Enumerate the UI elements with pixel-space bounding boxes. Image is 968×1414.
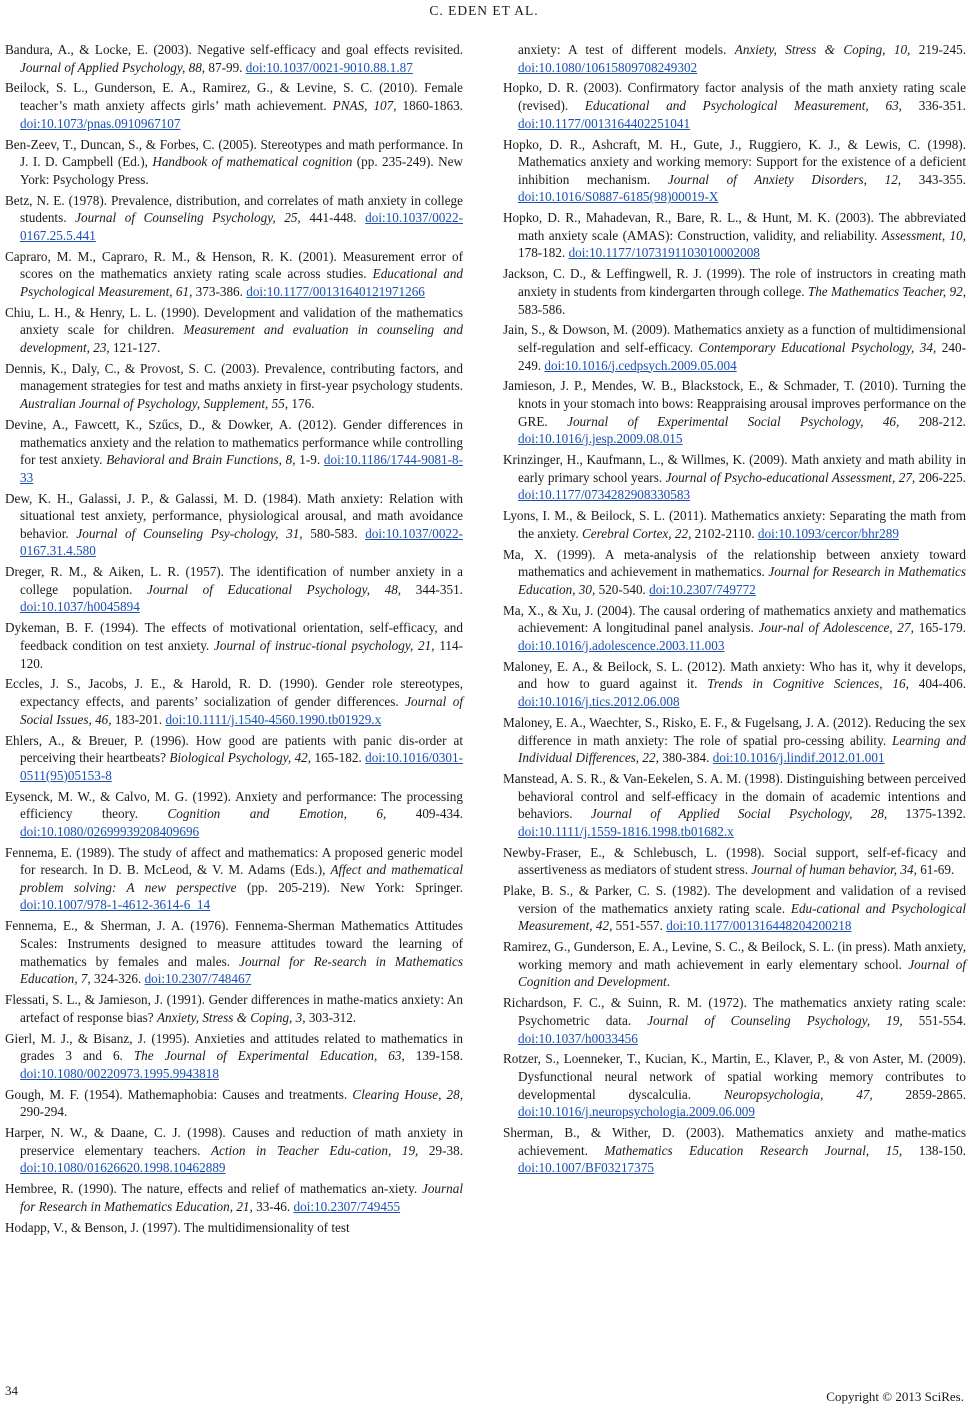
doi-link[interactable]: doi:10.1177/001316448204200218 [666, 918, 852, 934]
reference-source: Journal of Counseling Psychology, 25, [75, 210, 301, 226]
reference-text: Gierl, M. J., & Bisanz, J. (1995). Anxieties and attitudes related to mathematics in grades 3 and 6. [5, 1030, 463, 1064]
doi-link[interactable]: doi:10.1016/j.adolescence.2003.11.003 [518, 637, 725, 653]
reference-entry [503, 714, 966, 767]
reference-source: Journal for Research in Mathematics Education, 21, [20, 1181, 463, 1214]
reference-entry [5, 1180, 463, 1215]
reference-text: Hopko, D. R. (2003). Confirmatory factor analysis of the math anxiety rating scale (revised). [503, 80, 966, 114]
reference-pages: 343-355. [901, 171, 966, 187]
reference-entry [5, 490, 463, 560]
reference-text: Dennis, K., Daly, C., & Provost, S. C. (2003). Prevalence, contributing factors, and management strategies for test and maths anxiety in first-year psychology students. [5, 360, 463, 394]
reference-source: Journal of human behavior, 34, [751, 862, 917, 878]
reference-text: Newby-Fraser, E., & Schlebusch, L. (1998). Social support, self-ef-ficacy and assertiveness as mediators of student stress. [503, 844, 966, 878]
reference-text: Dreger, R. M., & Aiken, L. R. (1957). The identification of number anxiety in a college population. [5, 564, 463, 597]
reference-source: Jour-nal of Adolescence, 27, [758, 620, 914, 636]
reference-source: Journal of Counseling Psy-chology, 31, [76, 525, 303, 541]
reference-entry [5, 136, 463, 189]
reference-source: Journal of Experimental Social Psychology, 46, [567, 413, 900, 429]
reference-entry [5, 41, 463, 76]
reference-pages: 1860-1863. [396, 98, 463, 114]
reference-pages: 373-386. [192, 283, 247, 299]
reference-text: Eccles, J. S., Jacobs, J. E., & Harold, R. D. (1990). Gender role stereotypes, expectancy effects, and parents’ socialization of gender differences. [5, 676, 463, 710]
reference-source: Journal for Research in Mathematics Education, 30, [518, 564, 966, 597]
reference-pages: 1375-1392. [887, 806, 966, 822]
reference-source: Journal of Cognition and Development [518, 956, 966, 990]
doi-link[interactable]: doi:10.1093/cercor/bhr289 [757, 525, 899, 541]
doi-link[interactable]: doi:10.1016/j.cedpsych.2009.05.004 [544, 357, 737, 373]
reference-entry [5, 619, 463, 672]
reference-pages: 303-312. [305, 1009, 357, 1025]
reference-entry [503, 844, 966, 879]
reference-entry [5, 416, 463, 486]
reference-text: Ma, X. (1999). A meta-analysis of the relationship between anxiety toward mathematics and achievement in mathematics. [503, 546, 966, 580]
reference-pages: 344-351. [401, 581, 463, 597]
reference-entry [503, 770, 966, 840]
reference-text: Ma, X., & Xu, J. (2004). The causal ordering of mathematics anxiety and mathematics achievement: A longitudinal panel analysis. [503, 602, 966, 636]
reference-pages: 520-540. [595, 581, 650, 597]
reference-source: Measurement and evaluation in counseling and development, 23, [20, 322, 463, 355]
doi-link[interactable]: doi:10.1037/0022-0167.25.5.441 [20, 210, 463, 243]
reference-source: Journal of instruc-tional psychology, 21, [214, 637, 435, 653]
reference-source: Anxiety, Stress & Coping, 10, [734, 42, 911, 57]
doi-link[interactable]: doi:10.1080/10615809708249302 [518, 59, 698, 75]
reference-pages: 290-294. [20, 1104, 68, 1120]
reference-entry [503, 602, 966, 655]
reference-pages: 208-212. [899, 413, 966, 429]
reference-source: Action in Teacher Edu-cation, 19, [210, 1142, 419, 1158]
reference-entry [503, 546, 966, 599]
reference-text: Eysenck, M. W., & Calvo, M. G. (1992). Anxiety and performance: The processing efficiency theory. [5, 788, 463, 822]
reference-entry [5, 563, 463, 616]
page-number: 34 [5, 1383, 18, 1398]
doi-link[interactable]: doi:10.1111/j.1559-1816.1998.tb01682.x [518, 823, 734, 839]
reference-entry [5, 675, 463, 728]
reference-pages: . [666, 974, 670, 990]
reference-pages: 336-351. [901, 98, 966, 114]
reference-entry [5, 304, 463, 357]
reference-text: Hopko, D. R., Ashcraft, M. H., Gute, J., Ruggiero, K. J., & Lewis, C. (1998). Mathematics anxiety and working memory: Support for the existence of a deficient inhibition mechanism. [503, 136, 966, 187]
doi-link[interactable]: doi:10.1007/978-1-4612-3614-6_14 [20, 897, 211, 913]
reference-entry [503, 994, 966, 1047]
reference-source: The Journal of Experimental Education, 63, [133, 1048, 405, 1064]
running-header: C. EDEN ET AL. [429, 3, 539, 18]
reference-text: Manstead, A. S. R., & Van-Eekelen, S. A. M. (1998). Distinguishing between perceived behavioral control and self-efficacy in the domain of academic intentions and behaviors. [503, 771, 966, 822]
reference-source: Journal of Applied Social Psychology, 28, [590, 806, 888, 822]
reference-text: Rotzer, S., Loenneker, T., Kucian, K., Martin, E., Klaver, P., & von Aster, M. (2009). Dysfunctional neural network of spatial working memory contributes to developmental dyscalculia. [503, 1051, 966, 1102]
doi-link[interactable]: doi:10.1177/1073191103010002008 [568, 245, 760, 261]
reference-source: Biological Psychology, 42, [169, 750, 312, 766]
doi-link[interactable]: doi:10.1016/j.neuropsychologia.2009.06.009 [518, 1104, 755, 1120]
doi-link[interactable]: doi:10.1080/01626620.1998.10462889 [20, 1160, 226, 1176]
reference-source: Assessment, 10, [881, 227, 966, 243]
reference-pages: 165-182. [311, 750, 366, 766]
reference-source: Journal of Anxiety Disorders, 12, [667, 171, 902, 187]
reference-entry [503, 658, 966, 711]
doi-link[interactable]: doi:10.1080/02699939208409696 [20, 823, 200, 839]
reference-source: Cerebral Cortex, 22, [581, 525, 692, 541]
reference-column-right [503, 41, 966, 1180]
reference-source: Journal of Psycho-educational Assessment, 27, [665, 469, 916, 485]
doi-link[interactable]: doi:10.1037/h0045894 [20, 599, 140, 615]
reference-entry [5, 1086, 463, 1121]
reference-entry [503, 377, 966, 447]
reference-source: Anxiety, Stress & Coping, 3, [156, 1009, 306, 1025]
reference-entry [503, 451, 966, 504]
reference-pages: 114-120. [20, 637, 463, 671]
reference-text: Dykeman, B. F. (1994). The effects of motivational orientation, self-efficacy, and feedback condition on test anxiety. [5, 620, 463, 653]
reference-entry [5, 1219, 463, 1237]
reference-source: Mathematics Education Research Journal, 15, [604, 1142, 903, 1158]
reference-text: Sherman, B., & Wither, D. (2003). Mathematics anxiety and mathe-matics achievement. [503, 1125, 966, 1158]
reference-entry [503, 507, 966, 542]
reference-pages: 240-249. [518, 339, 966, 373]
reference-entry [503, 1050, 966, 1120]
reference-text: Ehlers, A., & Breuer, P. (1996). How good are patients with panic dis-order at perceiving their heartbeats? [5, 732, 463, 766]
reference-source: Trends in Cognitive Sciences, 16, [707, 676, 909, 692]
reference-text: Plake, B. S., & Parker, C. S. (1982). The development and validation of a revised version of the mathematics anxiety rating scale. [503, 883, 966, 916]
reference-source: Journal of Social Issues, 46, [20, 694, 463, 727]
reference-pages: 121-127. [109, 339, 161, 355]
copyright-notice: Copyright © 2013 SciRes. [826, 1389, 964, 1404]
reference-pages: (pp. 235-249). New York: Psychology Press. [20, 154, 463, 187]
doi-link[interactable]: doi:10.1016/S0887-6185(98)00019-X [518, 189, 719, 205]
reference-text: Krinzinger, H., Kaufmann, L., & Willmes, K. (2009). Math anxiety and math ability in early primary school years. [503, 452, 966, 485]
reference-source: Journal of Educational Psychology, 48, [147, 581, 402, 597]
reference-text: Hopko, D. R., Mahadevan, R., Bare, R. L., & Hunt, M. K. (2003). The abbreviated math anxiety scale (AMAS): Construction, validity, and reliability. [503, 210, 966, 243]
reference-text: Hodapp, V., & Benson, J. (1997). The multidimensionality of test [5, 1219, 350, 1235]
doi-link[interactable]: doi:10.1073/pnas.0910967107 [20, 115, 181, 131]
reference-pages: 29-38. [418, 1142, 463, 1158]
reference-source: Journal for Re-search in Mathematics Education, 7, [20, 953, 464, 987]
reference-text: Lyons, I. M., & Beilock, S. L. (2011). Mathematics anxiety: Separating the math from the anxiety. [503, 508, 966, 541]
reference-text: anxiety: A test of different models. [518, 42, 735, 57]
reference-pages: 551-557. [612, 918, 667, 934]
reference-source: Edu-cational and Psychological Measurement, 42, [518, 900, 966, 934]
doi-link[interactable]: doi:10.1177/0013164402251041 [518, 115, 691, 131]
reference-entry [503, 79, 966, 132]
reference-pages: 139-158. [404, 1048, 463, 1064]
doi-link[interactable]: doi:10.2307/749455 [293, 1198, 401, 1214]
reference-pages: 183-201. [111, 711, 166, 727]
reference-source: Affect and mathematical problem solving: A new perspective [20, 862, 463, 895]
reference-source: Educational and Psychological Measurement, 63, [584, 98, 902, 114]
reference-text: Ben-Zeev, T., Duncan, S., & Forbes, C. (2005). Stereotypes and math performance. In J. I. D. Campbell (Ed.), [5, 136, 463, 170]
reference-text: Devine, A., Fawcett, K., Szűcs, D., & Dowker, A. (2012). Gender differences in mathematics anxiety and the relation to mathematics performance while controlling for test anxiety. [5, 416, 463, 468]
reference-entry [503, 265, 966, 318]
doi-link[interactable]: doi:10.1186/1744-9081-8-33 [20, 452, 463, 485]
reference-source: Neuropsychologia, 47, [723, 1086, 873, 1102]
reference-pages: 87-99. [205, 59, 246, 75]
doi-link[interactable]: doi:10.1016/j.lindif.2012.01.001 [712, 750, 885, 766]
reference-pages: (pp. 205-219). New York: Springer. [236, 879, 463, 895]
reference-entry [503, 41, 966, 76]
reference-pages: 138-150. [902, 1142, 966, 1158]
reference-text: Maloney, E. A., Waechter, S., Risko, E. F., & Fugelsang, J. A. (2012). Reducing the sex difference in math anxiety: The role of spatial pro-cessing ability. [503, 714, 966, 748]
doi-link[interactable]: doi:10.1080/00220973.1995.9943818 [20, 1065, 219, 1081]
reference-entry [5, 1124, 463, 1177]
reference-entry [5, 844, 463, 914]
reference-pages: 178-182. [518, 245, 569, 261]
reference-text: Dew, K. H., Galassi, J. P., & Galassi, M. D. (1984). Math anxiety: Relation with situational test anxiety, performance, physiological arousal, and math avoidance behavior. [5, 490, 463, 541]
reference-text: Jamieson, J. P., Mendes, W. B., Blackstock, E., & Schmader, T. (2010). Turning the knots in your stomach into bows: Reappraising arousal improves performance on the GRE. [503, 378, 966, 429]
doi-link[interactable]: doi:10.1016/j.jesp.2009.08.015 [518, 431, 683, 447]
reference-entry [5, 248, 463, 301]
reference-source: Clearing House, 28, [352, 1086, 463, 1102]
reference-entry [503, 136, 966, 206]
reference-pages: 580-583. [302, 525, 366, 541]
reference-entry [5, 192, 463, 245]
reference-source: Contemporary Educational Psychology, 34, [698, 339, 937, 355]
reference-source: Educational and Psychological Measurement, 61, [20, 266, 464, 299]
doi-link[interactable]: doi:10.1177/00131640121971266 [246, 283, 425, 299]
reference-source: Journal of Counseling Psychology, 19, [647, 1012, 903, 1028]
reference-pages: 1-9. [295, 452, 324, 468]
reference-entry [503, 1124, 966, 1177]
reference-text: Jackson, C. D., & Leffingwell, R. J. (1999). The role of instructors in creating math anxiety in students from kindergarten through college. [503, 266, 966, 299]
reference-pages: 165-179. [913, 620, 966, 636]
reference-text: Fennema, E., & Sherman, J. A. (1976). Fennema-Sherman Mathematics Attitudes Scales: Instruments designed to measure attitudes toward the learning of mathematics by females and males. [5, 918, 463, 969]
doi-link[interactable]: doi:10.2307/748467 [144, 971, 252, 987]
doi-link[interactable]: doi:10.1037/0022-0167.31.4.580 [20, 525, 463, 559]
reference-entry [503, 209, 966, 262]
reference-text: Capraro, M. M., Capraro, R. M., & Henson, R. K. (2001). Measurement error of scores on the mathematics anxiety rating scale across studies. [5, 248, 463, 282]
reference-pages: 2102-2110. [691, 525, 758, 541]
doi-link[interactable]: doi:10.1016/0301-0511(95)05153-8 [20, 750, 463, 783]
reference-text: Flessati, S. L., & Jamieson, J. (1991). Gender differences in mathe-matics anxiety: An artefact of response bias? [5, 992, 463, 1025]
reference-text: Richardson, F. C., & Suinn, R. M. (1972). The mathematics anxiety rating scale: Psychometric data. [503, 995, 966, 1028]
reference-source: PNAS, 107, [332, 98, 397, 114]
reference-text: Hembree, R. (1990). The nature, effects and relief of mathematics an-xiety. [5, 1181, 422, 1197]
reference-pages: 380-384. [658, 750, 713, 766]
reference-pages: 441-448. [300, 210, 366, 226]
reference-pages: 219-245. [910, 42, 966, 57]
reference-text: Ramirez, G., Gunderson, E. A., Levine, S. C., & Beilock, S. L. (in press). Math anxiety, working memory and math achievement in early elementary school. [503, 939, 966, 972]
reference-entry [5, 917, 463, 987]
reference-text: Gough, M. F. (1954). Mathemaphobia: Causes and treatments. [5, 1086, 353, 1102]
reference-pages: 551-554. [902, 1012, 966, 1028]
reference-entry [5, 79, 463, 132]
reference-source: Handbook of mathematical cognition [152, 154, 353, 170]
doi-link[interactable]: doi:10.1111/j.1540-4560.1990.tb01929.x [165, 711, 382, 727]
reference-entry [5, 1030, 463, 1083]
reference-source: Learning and Individual Differences, 22, [518, 732, 966, 766]
doi-link[interactable]: doi:10.1016/j.tics.2012.06.008 [518, 694, 680, 710]
reference-text: Beilock, S. L., Gunderson, E. A., Ramirez, G., & Levine, S. C. (2010). Female teacher’s math anxiety affects girls’ math achievement. [5, 80, 463, 114]
reference-pages: 33-46. [252, 1198, 294, 1214]
reference-pages: 206-225. [915, 469, 966, 485]
reference-entry [503, 882, 966, 935]
doi-link[interactable]: doi:10.1007/BF03217375 [518, 1160, 654, 1176]
reference-source: The Mathematics Teacher, 92, [807, 283, 966, 299]
reference-pages: 409-434. [386, 806, 463, 822]
reference-text: Jain, S., & Dowson, M. (2009). Mathematics anxiety as a function of multidimensional self-regulation and self-efficacy. [503, 322, 966, 355]
reference-source: Behavioral and Brain Functions, 8, [106, 452, 296, 468]
doi-link[interactable]: doi:10.1037/h0033456 [518, 1030, 638, 1046]
reference-pages: 176. [288, 396, 315, 412]
reference-column-left [5, 41, 463, 1240]
reference-entry [503, 321, 966, 374]
reference-source: Journal of Applied Psychology, 88, [20, 59, 206, 75]
doi-link[interactable]: doi:10.2307/749772 [649, 581, 756, 597]
reference-pages: 324-326. [90, 971, 145, 987]
doi-link[interactable]: doi:10.1037/0021-9010.88.1.87 [245, 59, 413, 75]
reference-source: Cognition and Emotion, 6, [167, 806, 387, 822]
reference-pages: 404-406. [908, 676, 966, 692]
reference-pages: 61-69. [916, 862, 955, 878]
reference-entry [5, 788, 463, 841]
reference-source: Australian Journal of Psychology, Supplement, 55, [20, 396, 289, 412]
reference-pages: 583-586. [518, 301, 566, 317]
reference-text: Betz, N. E. (1978). Prevalence, distribution, and correlates of math anxiety in college students. [5, 192, 463, 226]
reference-pages: 2859-2865. [872, 1086, 966, 1102]
reference-entry [5, 360, 463, 413]
reference-text: Fennema, E. (1989). The study of affect and mathematics: A proposed generic model for research. In D. B. McLeod, & V. M. Adams (Eds.), [5, 844, 463, 878]
reference-entry [5, 732, 463, 785]
reference-text: Maloney, E. A., & Beilock, S. L. (2012). Math anxiety: Who has it, why it develops, and how to guard against it. [503, 658, 966, 692]
reference-entry [5, 991, 463, 1026]
doi-link[interactable]: doi:10.1177/0734282908330583 [518, 487, 691, 503]
reference-entry [503, 938, 966, 991]
reference-text: Harper, N. W., & Daane, C. J. (1998). Causes and reduction of math anxiety in preservice elementary teachers. [5, 1125, 463, 1158]
reference-text: Chiu, L. H., & Henry, L. L. (1990). Development and validation of the mathematics anxiety scale for children. [5, 304, 463, 338]
reference-text: Bandura, A., & Locke, E. (2003). Negative self-efficacy and goal effects revisited. [5, 42, 463, 57]
